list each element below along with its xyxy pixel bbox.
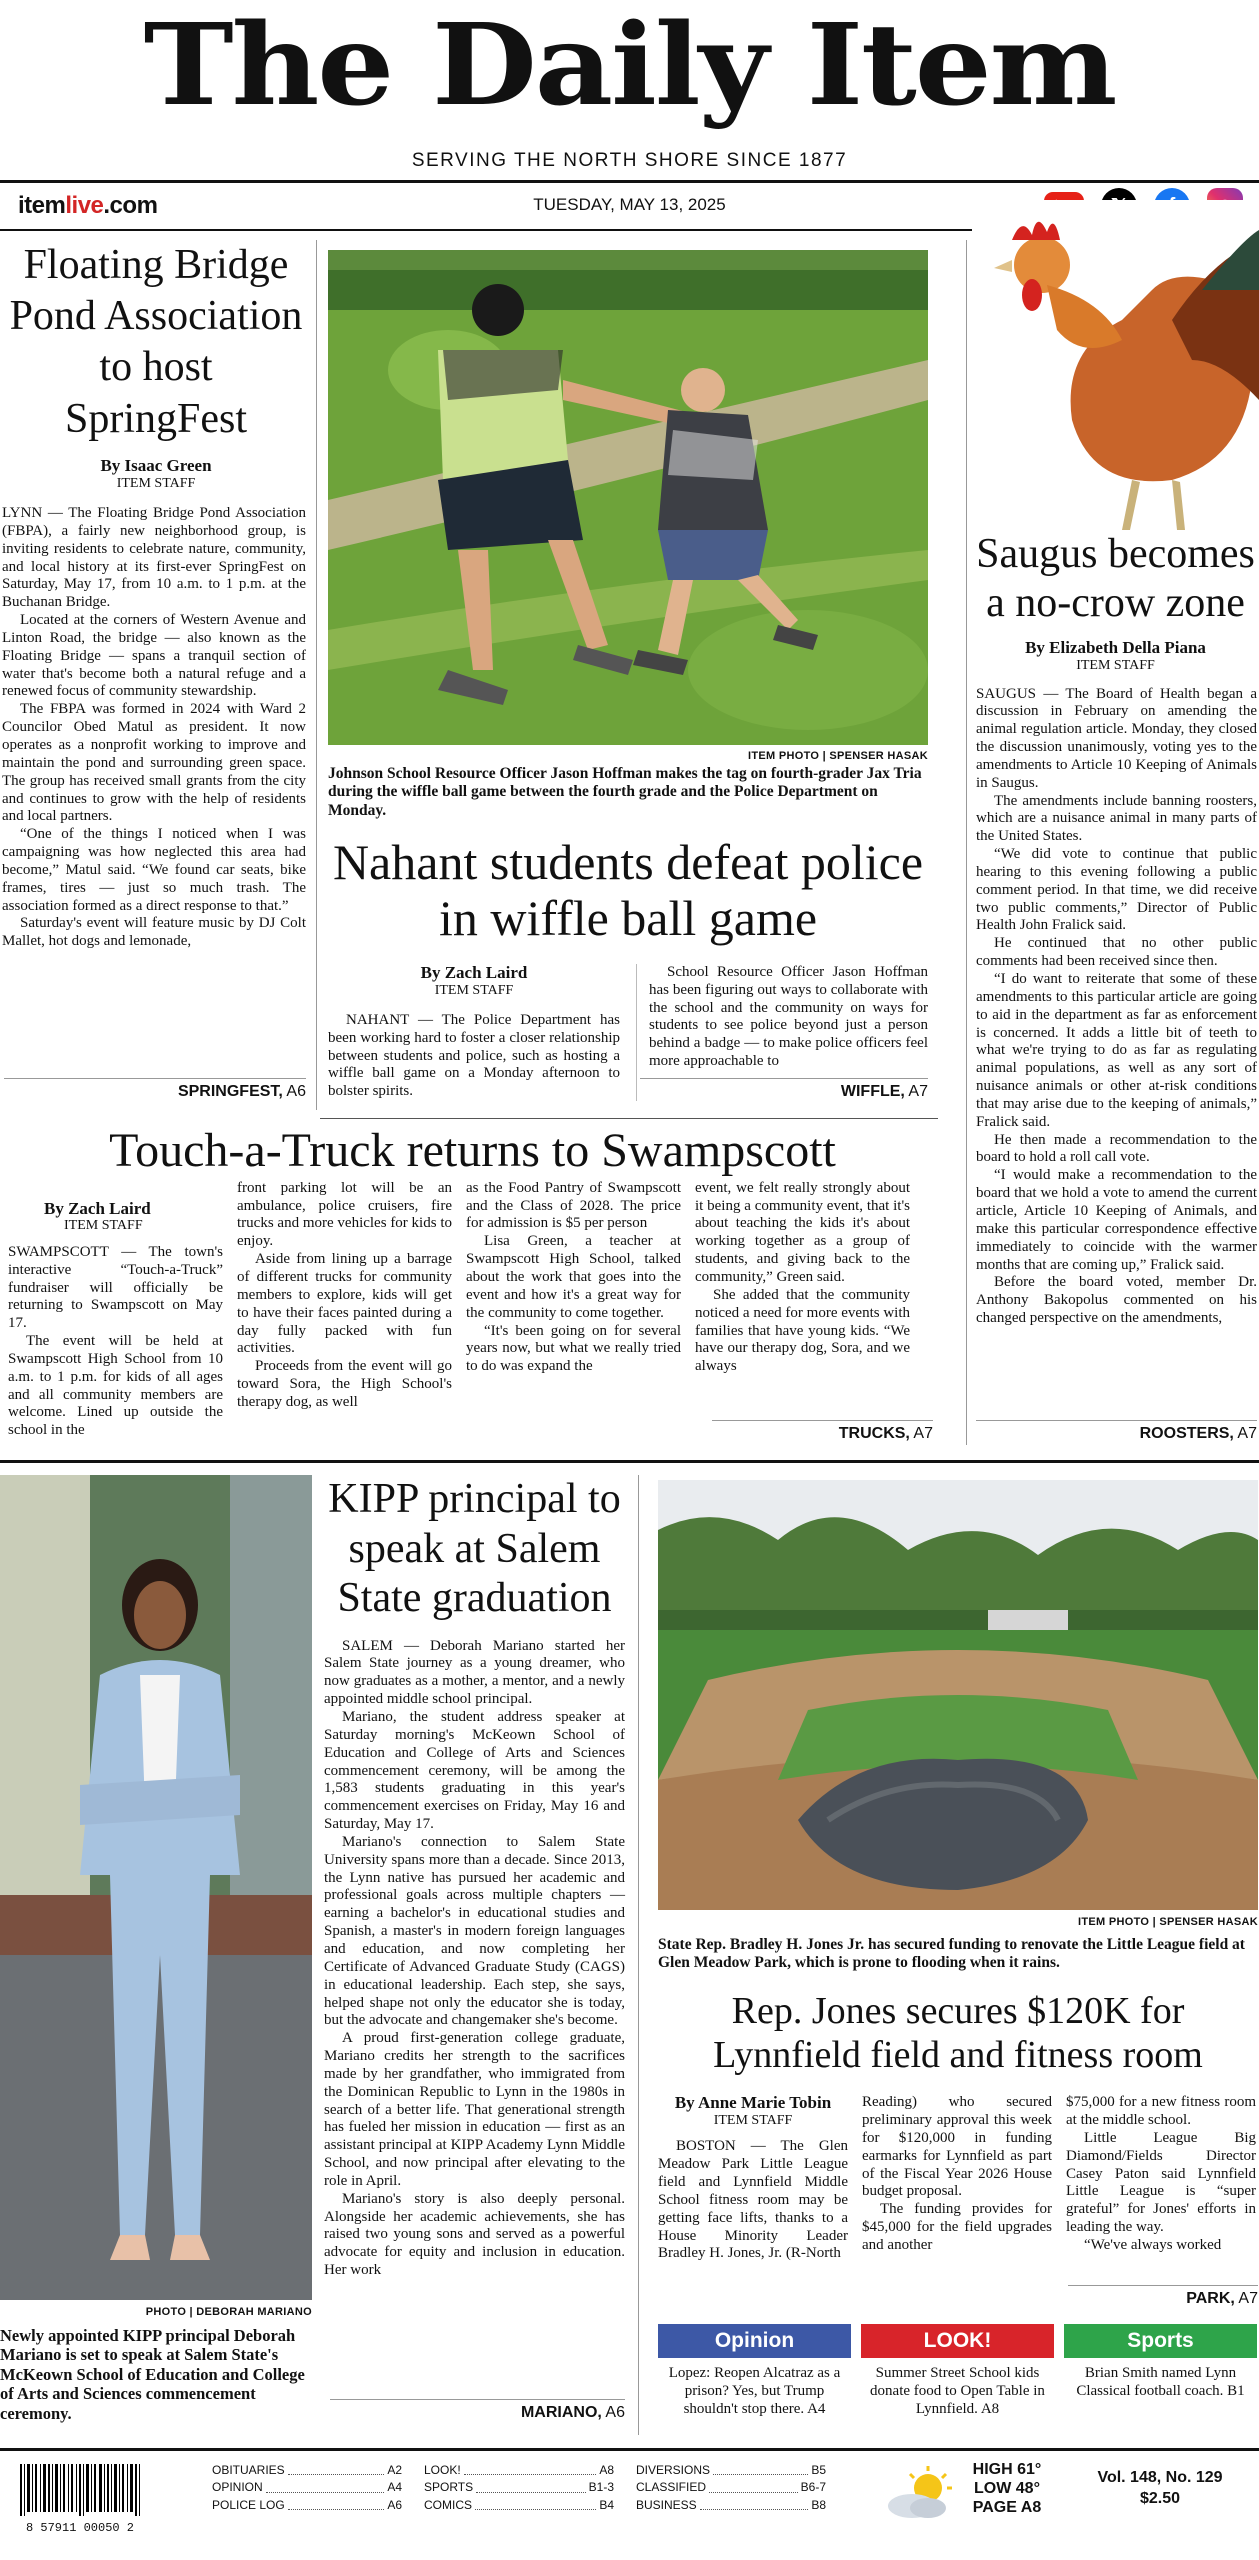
paragraph: The funding provides for $45,000 for the field upgrades and another [862, 2201, 1052, 2253]
jones-jump[interactable] [1068, 2285, 1258, 2308]
index-page: A6 [387, 2497, 402, 2512]
jump-word: ROOSTERS, [1139, 1425, 1234, 1442]
weather-icon [880, 2464, 960, 2524]
rooster-image [972, 200, 1259, 540]
wiffle-byline: By Zach Laird [420, 962, 528, 982]
index-label: LOOK! [424, 2463, 461, 2477]
saugus-byline: By Elizabeth Della Piana [1025, 638, 1206, 658]
teaser-text: Brian Smith named Lynn Classical football coach. B1 [1076, 2365, 1245, 2399]
paragraph: front parking lot will be an ambulance, police cruisers, fire trucks and more vehicles for kids to enjoy. [237, 1179, 452, 1250]
paragraph: SWAMPSCOTT — The town's interactive “Touch-a-Truck” fundraiser will officially be returning to Swampscott on May 17. [8, 1243, 223, 1332]
column-rule [966, 240, 967, 1445]
paragraph: Mariano's connection to Salem State University spans more than a decade. Since 2013, the Lynn native has pursued her academic and professional goals across multiple chapters — earning a bachelor's in educational studies and Spanish, a master's in modern foreign languages and education, and now completing her Certificate of Advanced Graduate Study (CAGS) in educational leadership. Each step, she says, helped shape not only the educator she is today, but the advocate and changemaker she's become. [324, 1833, 625, 2029]
site-link-part: item [18, 192, 66, 219]
index-row[interactable] [212, 2462, 402, 2479]
weather-low: LOW 48° [974, 2480, 1040, 2498]
paragraph: event, we felt really strongly about it being a community event, that it's about teaching the kids it's about working together as a group of students, and giving back to the community,” Green said. [695, 1179, 910, 1286]
index-row[interactable] [212, 2497, 402, 2514]
saugus-staff: ITEM STAFF [1076, 658, 1155, 674]
paragraph: “It's been going on for several years now, but what we really tried to do was expand the [466, 1322, 681, 1375]
springfest-body [0, 505, 312, 951]
section-rule [320, 1118, 938, 1119]
wiffle-caption: Johnson School Resource Officer Jason Hoffman makes the tag on fourth-grader Jax Tria during the wiffle ball game between the fourth grade and the Police Department on Monday. [328, 765, 922, 819]
paragraph: The FBPA was formed in 2024 with Ward 2 Councilor Obed Matul as president. It now operates as a nonprofit working to improve and maintain the pond and surrounding green space. The group has received small grants from the city and continues to grow with the help of residents and local partners. [2, 701, 306, 825]
index-col-2 [424, 2462, 614, 2514]
paragraph: Located at the corners of Western Avenue and Linton Road, the bridge — also known as the Floating Bridge — spans a tranquil section of water that's become both a natural refuge and a renewed focus of community stewardship. [2, 612, 306, 700]
paragraph: SAUGUS — The Board of Health began a discussion in February on amending the animal regulation article. Monday, they closed the discussion unanimously, voting yes to the amendments to Article 10 Keeping of Animals in Saugus. [976, 685, 1257, 791]
jones-credit: ITEM PHOTO | SPENSER HASAK [1078, 1916, 1258, 1928]
paragraph: “I do want to reiterate that some of these amendments to this particular article are going to aid in the department as far as enforcement is concerned. It adds a little bit of teeth to what we're trying to do as far as regulating animal populations, as well as any sort of nuisance animals or other at-risk conditions that may arise due to the keeping of animals,” Fralick said. [976, 971, 1257, 1130]
jump-word: SPRINGFEST, [177, 1083, 283, 1100]
index-page: B1-3 [588, 2480, 614, 2495]
saugus-body [972, 686, 1259, 1328]
truck-headline[interactable]: Touch-a-Truck returns to Swampscott [109, 1124, 836, 1177]
paragraph: Mariano, the student address speaker at Saturday morning's McKeown School of Education and College of Arts and Sciences commencement ceremony, will be among the 1,583 students graduating in this year's commencement exercises on Friday, May 16 and Saturday, May 17. [324, 1709, 625, 1833]
jump-page: A7 [913, 1425, 933, 1442]
index-row[interactable] [636, 2479, 826, 2496]
wiffle-photo-image [328, 250, 928, 745]
rooster-photo[interactable] [972, 200, 1259, 540]
site-link-part: .com [103, 192, 158, 219]
index-page: B6-7 [800, 2480, 826, 2495]
kipp-photo-image [0, 1475, 312, 2300]
truck-staff: ITEM STAFF [64, 1218, 143, 1234]
index-row[interactable] [424, 2462, 614, 2479]
paragraph: “We did vote to continue that public hearing to this evening following a public comment period. In that time, we did receive two public comments,” Director of Public Health John Fralick said. [976, 846, 1257, 934]
price: $2.50 [1139, 2489, 1181, 2507]
paragraph: BOSTON — The Glen Meadow Park Little League field and Lynnfield Middle School fitness room may be getting face lifts, thanks to a House Minority Leader Bradley H. Jones, Jr. (R-North [658, 2138, 848, 2262]
section-rule [0, 1460, 1259, 1463]
paragraph: LYNN — The Floating Bridge Pond Association (FBPA), a fairly new neighborhood group, is inviting residents to celebrate nature, community, and local history at its first-ever SpringFest on Saturday, May 17, from 10 a.m. to 1 p.m. at the Buchanan Bridge. [2, 505, 306, 611]
kipp-photo-block [0, 1475, 312, 2435]
springfest-staff: ITEM STAFF [116, 475, 196, 491]
paragraph: The amendments include banning roosters, which are a nuisance animal in many parts of the United States. [976, 792, 1257, 845]
masthead [0, 0, 1259, 180]
paragraph: NAHANT — The Police Department has been working hard to foster a closer relationship between students and police, such as hosting a wiffle ball game on a Monday afternoon to bolster spirits. [328, 1011, 620, 1100]
index-label: OBITUARIES [212, 2463, 285, 2477]
jump-word: MARIANO, [520, 2404, 602, 2421]
index-label: BUSINESS [636, 2497, 697, 2512]
jones-byline: By Anne Marie Tobin [674, 2093, 832, 2113]
teaser-label: LOOK! [861, 2324, 1054, 2358]
wiffle-jump[interactable] [640, 1078, 928, 1101]
index-page: B8 [811, 2497, 826, 2512]
teaser-text: Summer Street School kids donate food to Open Table in Lynnfield. A8 [870, 2365, 1045, 2417]
truck-jump[interactable] [712, 1420, 933, 1443]
saugus-article [972, 200, 1259, 1450]
paragraph: $75,000 for a new fitness room at the middle school. [1066, 2094, 1256, 2129]
teaser-text: Lopez: Reopen Alcatraz as a prison? Yes, but Trump shouldn't stop there. A4 [668, 2365, 841, 2417]
truck-article [0, 1125, 945, 1450]
springfest-jump[interactable] [4, 1078, 306, 1101]
site-link-part: live [65, 192, 104, 219]
index-label: COMICS [424, 2497, 472, 2512]
index-page: A8 [599, 2463, 614, 2477]
paragraph: Before the board voted, member Dr. Anthony Bakopolus commented on his changed perspective on the amendments, [976, 1274, 1257, 1327]
newspaper-title: The Daily Item [143, 0, 1116, 131]
jump-word: TRUCKS, [838, 1425, 910, 1442]
paragraph: He then made a recommendation to the board to hold a roll call vote. [976, 1131, 1257, 1166]
kipp-article [322, 1475, 627, 2435]
jones-photo[interactable] [658, 1480, 1258, 1910]
jones-photo-image [658, 1480, 1258, 1910]
paragraph: Mariano's story is also deeply personal. Alongside her academic achievements, she has raised two young sons and served as a powerful advocate for equity and inclusion in education. Her work [324, 2190, 625, 2279]
jones-caption: State Rep. Bradley H. Jones Jr. has secured funding to renovate the Little League field at Glen Meadow Park, which is prone to flooding when it rains. [658, 1936, 1245, 1972]
paragraph: SALEM — Deborah Mariano started her Salem State journey as a young dreamer, who now graduates as a mother, a mentor, and a newly appointed middle school principal. [324, 1637, 625, 1708]
kipp-caption: Newly appointed KIPP principal Deborah Mariano is set to speak at Salem State's McKeown School of Education and College of Arts and Sciences commencement ceremony. [0, 2326, 305, 2423]
footer [0, 2456, 1259, 2560]
paragraph: “I would make a recommendation to the board that we hold a vote to amend the current article, Article 10 Keeping of Animals, and make this particular correspondence effective immediately to coincide with the warmer months that are coming up,” Fralick said. [976, 1167, 1257, 1273]
saugus-headline[interactable]: Saugus becomes a no-crow zone [976, 531, 1255, 626]
barcode [10, 2464, 170, 2534]
jump-page: A7 [1238, 2290, 1258, 2307]
index-page: A2 [387, 2463, 402, 2477]
teaser-look[interactable] [861, 2324, 1054, 2434]
weather-high: HIGH 61° [972, 2461, 1042, 2478]
index-row[interactable] [636, 2462, 826, 2479]
springfest-headline[interactable]: Floating Bridge Pond Association to host SpringFest [9, 242, 303, 442]
kipp-headline[interactable]: KIPP principal to speak at Salem State graduation [328, 1476, 621, 1622]
kipp-body [322, 1638, 627, 2280]
jones-article [658, 1480, 1258, 2440]
paragraph: Lisa Green, a teacher at Swampscott High School, talked about the work that goes into the event and how it's a great way for the community to come together. [466, 1233, 681, 1321]
teasers [658, 2324, 1258, 2434]
issue-info [1080, 2468, 1240, 2510]
paragraph: School Resource Officer Jason Hoffman has been figuring out ways to collaborate with the school and the community on ways for students to see police beyond just a person behind a badge — to make police officers feel more approachable to [649, 963, 928, 1070]
weather-page: PAGE A8 [972, 2499, 1042, 2517]
footer-rule [0, 2448, 1259, 2451]
tagline: SERVING THE NORTH SHORE SINCE 1877 [411, 150, 848, 171]
column-rule [638, 1475, 639, 2435]
teaser-opinion[interactable] [658, 2324, 851, 2434]
jump-page: A7 [908, 1083, 928, 1100]
index-label: POLICE LOG [212, 2497, 285, 2512]
paragraph: “One of the things I noticed when I was campaigning was how neglected this area had become,” Matul said. “We found car seats, bike frames, tires — just so much trash. The association formed as a direct response to that.” [2, 826, 306, 914]
paragraph: Little League Big Diamond/Fields Director Casey Paton said Lynnfield Little League is “super grateful” for Jones' efforts in leading the way. [1066, 2129, 1256, 2236]
truck-byline: By Zach Laird [44, 1198, 151, 1218]
volume-number: Vol. 148, No. 129 [1097, 2469, 1223, 2486]
wiffle-photo[interactable] [328, 250, 928, 745]
saugus-jump[interactable] [976, 1420, 1257, 1443]
paragraph: She added that the community noticed a need for more events with families that have young kids. “We have our therapy dog, Sora, and we always [695, 1286, 910, 1375]
index-page: B4 [599, 2497, 614, 2512]
jones-body [658, 2094, 1258, 2263]
paragraph: as the Food Pantry of Swampscott and the Class of 2028. The price for admission is $5 per person [466, 1179, 681, 1232]
kipp-credit: PHOTO | DEBORAH MARIANO [145, 2306, 312, 2318]
wiffle-staff: ITEM STAFF [434, 982, 514, 998]
jump-page: A7 [1237, 1425, 1257, 1442]
springfest-article [0, 240, 312, 1110]
index-label: CLASSIFIED [636, 2480, 707, 2495]
index-page: B5 [811, 2463, 826, 2477]
paragraph: He continued that no other public comments had been received since then. [976, 935, 1257, 970]
index-row[interactable] [636, 2497, 826, 2514]
paragraph: “We've always worked [1084, 2236, 1222, 2253]
issue-date: TUESDAY, MAY 13, 2025 [533, 195, 726, 214]
index-page: A4 [387, 2480, 402, 2495]
kipp-jump[interactable] [330, 2399, 625, 2422]
index-label: DIVERSIONS [636, 2463, 711, 2477]
teaser-sports[interactable] [1064, 2324, 1257, 2434]
jones-staff: ITEM STAFF [713, 2112, 793, 2128]
teaser-label: Sports [1064, 2324, 1257, 2358]
wiffle-headline[interactable]: Nahant students defeat police in wiffle ball game [332, 833, 924, 946]
index-row[interactable] [212, 2479, 402, 2496]
index-label: OPINION [212, 2480, 263, 2495]
column-rule [316, 240, 317, 1110]
paragraph: Saturday's event will feature music by DJ Colt Mallet, hot dogs and lemonade, [2, 915, 306, 950]
index-col-3 [636, 2462, 826, 2514]
jump-page: A6 [605, 2404, 625, 2421]
paragraph: Reading) who secured preliminary approval this week for $120,000 in funding earmarks for Lynnfield as part of the Fiscal Year 2026 House budget proposal. [862, 2094, 1052, 2200]
index-row[interactable] [424, 2479, 614, 2496]
index-row[interactable] [424, 2497, 614, 2514]
jump-word: WIFFLE, [840, 1083, 905, 1100]
jones-headline[interactable]: Rep. Jones secures $120K for Lynnfield field and fitness room [713, 1989, 1203, 2077]
paragraph: Proceeds from the event will go toward Sora, the High School's therapy dog, as well [237, 1358, 452, 1410]
index-col-1 [212, 2462, 402, 2514]
wiffle-credit: ITEM PHOTO | SPENSER HASAK [748, 750, 928, 762]
truck-body [0, 1179, 945, 1440]
barcode-digits: 8 57911 00050 2 [25, 2521, 135, 2535]
barcode-icon [10, 2464, 170, 2516]
springfest-byline: By Isaac Green [100, 455, 212, 475]
wiffle-article [328, 250, 928, 1110]
paragraph: A proud first-generation college graduate, Mariano credits her strength to the sacrifices made by her grandfather, who immigrated from the Dominican Republic to Lynn in the 1980s in search of a better life. That generational strength has fueled her mission in education — first as an assistant principal at KIPP Academy Lynn Middle School, and now principal after elevating to the role in April. [324, 2030, 625, 2189]
kipp-photo[interactable] [0, 1475, 312, 2300]
paragraph: Aside from lining up a barrage of different trucks for community members to explore, kids will get to have their faces painted during a day fully packed with fun activities. [237, 1251, 452, 1357]
teaser-label: Opinion [658, 2324, 851, 2358]
index-label: SPORTS [424, 2480, 474, 2495]
jump-word: PARK, [1186, 2290, 1235, 2307]
jump-page: A6 [286, 1083, 306, 1100]
weather-box[interactable] [964, 2460, 1050, 2518]
paragraph: The event will be held at Swampscott High School from 10 a.m. to 1 p.m. for kids of all ages and all community members are welcome. Lined up outside the school in the [8, 1333, 223, 1439]
